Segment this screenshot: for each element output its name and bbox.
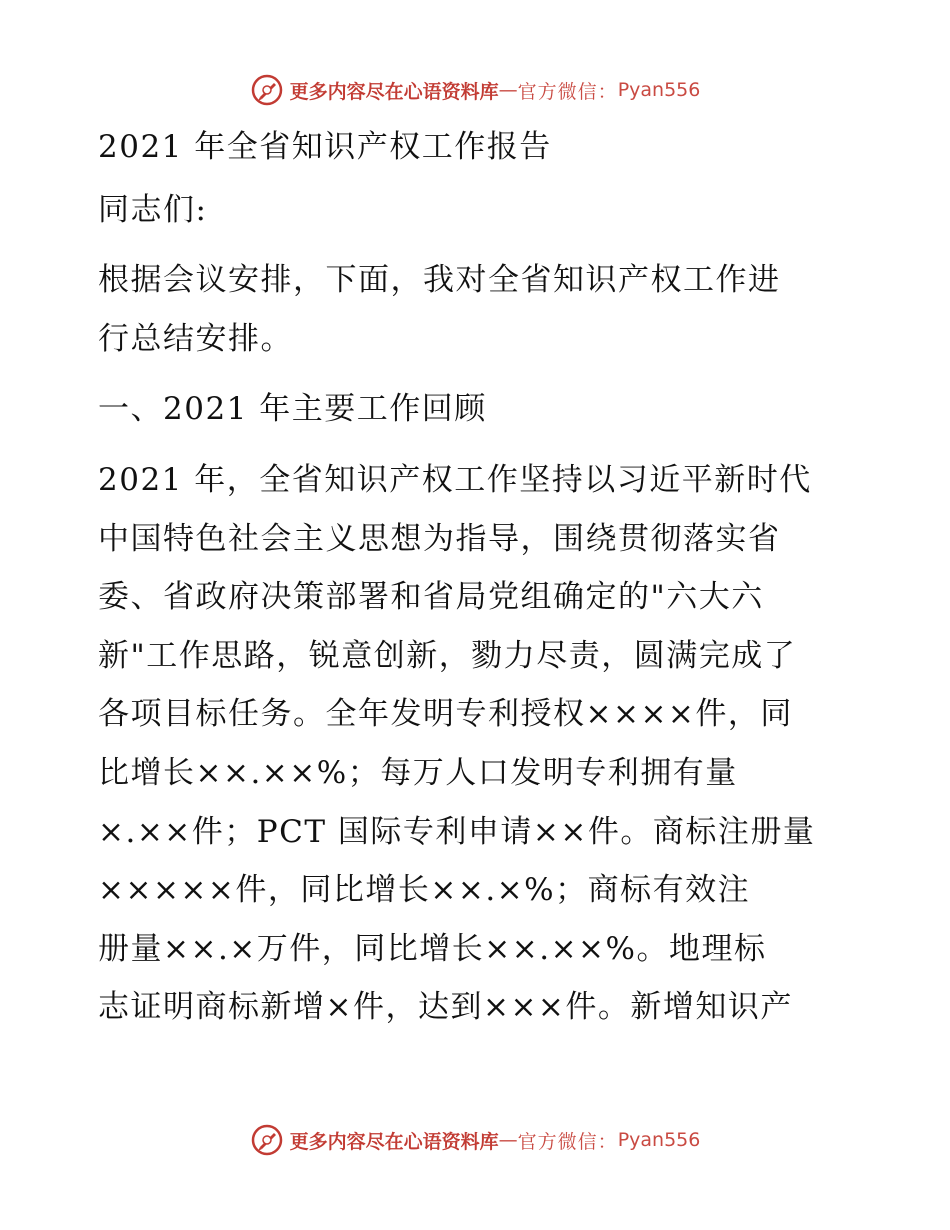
body-line-8: ×××××件，同比增长××.×%；商标有效注 <box>98 872 751 909</box>
body-line-5: 各项目标任务。全年发明专利授权××××件，同 <box>98 696 793 733</box>
intro-line-2: 行总结安排。 <box>98 320 293 357</box>
body-line-1: 2021 年，全省知识产权工作坚持以习近平新时代 <box>98 461 812 498</box>
watermark-brand: 更多内容尽在心语资料库 <box>289 1130 499 1153</box>
body-line-10: 志证明商标新增×件，达到×××件。新增知识产 <box>98 989 793 1026</box>
document-body <box>98 118 858 1037</box>
footer-watermark <box>0 1120 950 1160</box>
salutation: 同志们: <box>98 191 208 228</box>
watermark-wechat-id: Pyan556 <box>617 1129 701 1151</box>
intro-line-1: 根据会议安排，下面，我对全省知识产权工作进 <box>98 262 781 299</box>
pen-logo-icon <box>250 73 284 107</box>
body-line-7: ×.××件；PCT 国际专利申请××件。商标注册量 <box>98 813 816 850</box>
watermark-label: 官方微信： <box>517 80 618 103</box>
watermark-wechat-id: Pyan556 <box>617 79 701 101</box>
watermark-label: 官方微信： <box>517 1130 618 1153</box>
body-line-4: 新"工作思路，锐意创新，勠力尽责，圆满完成了 <box>98 637 797 674</box>
body-line-2: 中国特色社会主义思想为指导，围绕贯彻落实省 <box>98 520 781 557</box>
watermark-separator: — <box>498 79 518 101</box>
watermark-separator: — <box>498 1129 518 1151</box>
pen-logo-icon <box>250 1123 284 1157</box>
body-line-9: 册量××.×万件，同比增长××.××%。地理标 <box>98 930 767 967</box>
document-title: 2021 年全省知识产权工作报告 <box>98 129 552 165</box>
body-line-6: 比增长××.××%；每万人口发明专利拥有量 <box>98 754 738 791</box>
body-line-3: 委、省政府决策部署和省局党组确定的"六大六 <box>98 579 764 616</box>
header-watermark <box>0 70 950 110</box>
watermark-brand: 更多内容尽在心语资料库 <box>289 80 499 103</box>
section-heading: 一、2021 年主要工作回顾 <box>98 391 487 428</box>
